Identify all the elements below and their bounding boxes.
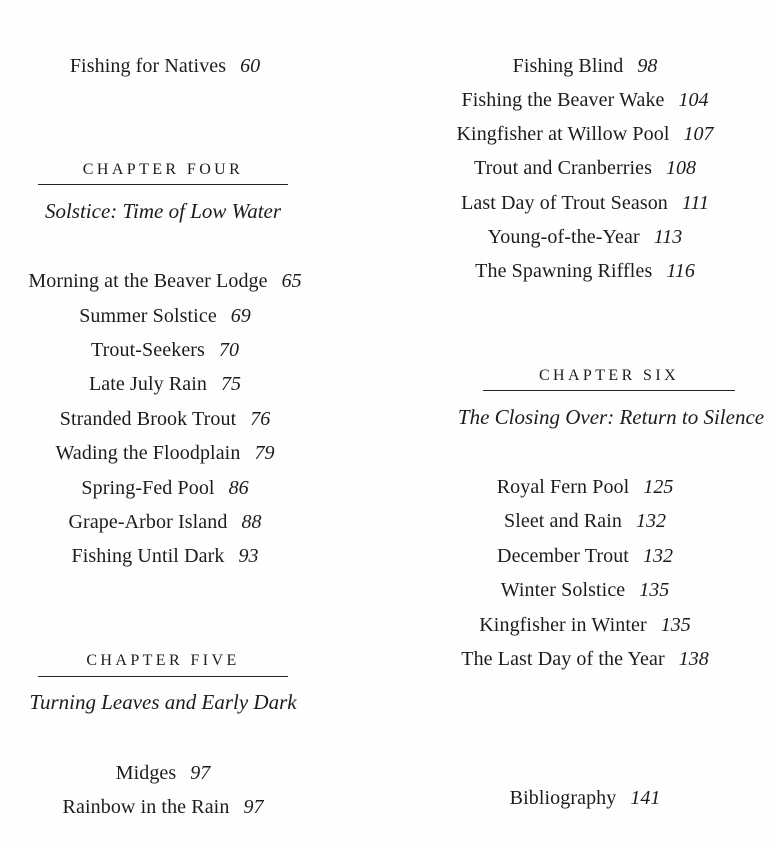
entry-title: Last Day of Trout Season: [461, 192, 668, 214]
entry-page-number: 76: [250, 408, 271, 430]
entry-page-number: 132: [636, 510, 667, 532]
entry-title: Rainbow in the Rain: [62, 796, 230, 818]
entry-title: Spring-Fed Pool: [81, 477, 215, 499]
entry-page-number: 79: [254, 442, 275, 464]
entry-title: Wading the Floodplain: [55, 442, 241, 464]
toc-entry: [430, 612, 740, 638]
entry-page-number: 138: [678, 648, 709, 670]
toc-entry: [0, 337, 330, 363]
entry-page-number: 70: [218, 339, 239, 361]
entry-page-number: 86: [228, 477, 249, 499]
entry-title: Sleet and Rain: [503, 510, 623, 532]
toc-entry: [430, 258, 740, 284]
entry-title: Late July Rain: [88, 373, 208, 395]
toc-entry: [430, 646, 740, 672]
toc-entry: [0, 760, 326, 786]
chapter-five-rule: [38, 676, 288, 677]
entry-page-number: 97: [243, 796, 264, 818]
entry-page-number: 60: [240, 55, 261, 77]
entry-page-number: 97: [190, 762, 211, 784]
entry-page-number: 104: [678, 89, 709, 111]
entry-page-number: 88: [241, 511, 262, 533]
toc-entry: [430, 53, 740, 79]
entry-title: Midges: [115, 762, 177, 784]
entry-title: Fishing for Natives: [69, 55, 227, 77]
toc-entry: [0, 53, 330, 79]
entry-page-number: 113: [653, 226, 683, 248]
entry-page-number: 75: [221, 373, 242, 395]
bibliography-entry: [430, 785, 740, 811]
entry-title: Kingfisher at Willow Pool: [456, 123, 670, 145]
toc-entry: [430, 87, 740, 113]
entry-page-number: 93: [238, 545, 259, 567]
toc-entry: [430, 474, 740, 500]
entry-page-number: 116: [666, 260, 695, 282]
chapter-six-subtitle: The Closing Over: Return to Silence: [457, 405, 765, 429]
toc-entry: [430, 190, 740, 216]
toc-entry: [430, 577, 740, 603]
toc-entry: [0, 475, 330, 501]
chapter-five-label: CHAPTER FIVE: [86, 652, 240, 669]
toc-left-column: [0, 0, 330, 845]
chapter-four-subtitle: Solstice: Time of Low Water: [44, 199, 282, 223]
toc-entry: [430, 155, 740, 181]
entry-title: Summer Solstice: [79, 305, 217, 327]
entry-page-number: 141: [630, 787, 661, 809]
toc-entry: [0, 303, 330, 329]
entry-page-number: 125: [643, 476, 674, 498]
entry-title: Trout-Seekers: [91, 339, 205, 361]
toc-entry: [0, 406, 330, 432]
chapter-four-label: CHAPTER FOUR: [82, 161, 244, 178]
entry-page-number: 108: [666, 157, 696, 179]
entry-page-number: 132: [642, 545, 673, 567]
entry-page-number: 107: [683, 123, 714, 145]
entry-title: Grape-Arbor Island: [68, 511, 228, 533]
toc-entry: [430, 121, 740, 147]
entry-title: December Trout: [497, 545, 629, 567]
entry-title: Kingfisher in Winter: [479, 614, 647, 636]
entry-page-number: 98: [637, 55, 658, 77]
entry-title: Fishing the Beaver Wake: [461, 89, 665, 111]
entry-page-number: 111: [681, 192, 709, 214]
toc-right-column: [430, 0, 776, 845]
entry-title: Royal Fern Pool: [496, 476, 630, 498]
toc-entry: [0, 509, 330, 535]
toc-entry: [0, 371, 330, 397]
entry-title: Fishing Until Dark: [71, 545, 225, 567]
toc-entry: [430, 543, 740, 569]
entry-title: The Last Day of the Year: [461, 648, 665, 670]
entry-page-number: 65: [281, 270, 302, 292]
entry-title: Winter Solstice: [500, 579, 626, 601]
entry-page-number: 135: [660, 614, 691, 636]
toc-entry: [0, 543, 330, 569]
toc-entry: [430, 224, 740, 250]
entry-title: Bibliography: [509, 787, 617, 809]
entry-title: Young-of-the-Year: [487, 226, 640, 248]
entry-page-number: 135: [639, 579, 670, 601]
toc-entry: [0, 440, 330, 466]
entry-title: Stranded Brook Trout: [59, 408, 237, 430]
chapter-six-rule: [483, 390, 735, 391]
toc-entry: [0, 268, 330, 294]
entry-title: Trout and Cranberries: [474, 157, 652, 179]
entry-title: Morning at the Beaver Lodge: [28, 270, 268, 292]
toc-entry: [0, 794, 326, 820]
entry-title: Fishing Blind: [512, 55, 624, 77]
entry-title: The Spawning Riffles: [475, 260, 653, 282]
entry-page-number: 69: [230, 305, 251, 327]
chapter-six-label: CHAPTER SIX: [538, 367, 680, 384]
chapter-five-subtitle: Turning Leaves and Early Dark: [29, 690, 297, 714]
chapter-four-rule: [38, 184, 288, 185]
toc-entry: [430, 508, 740, 534]
